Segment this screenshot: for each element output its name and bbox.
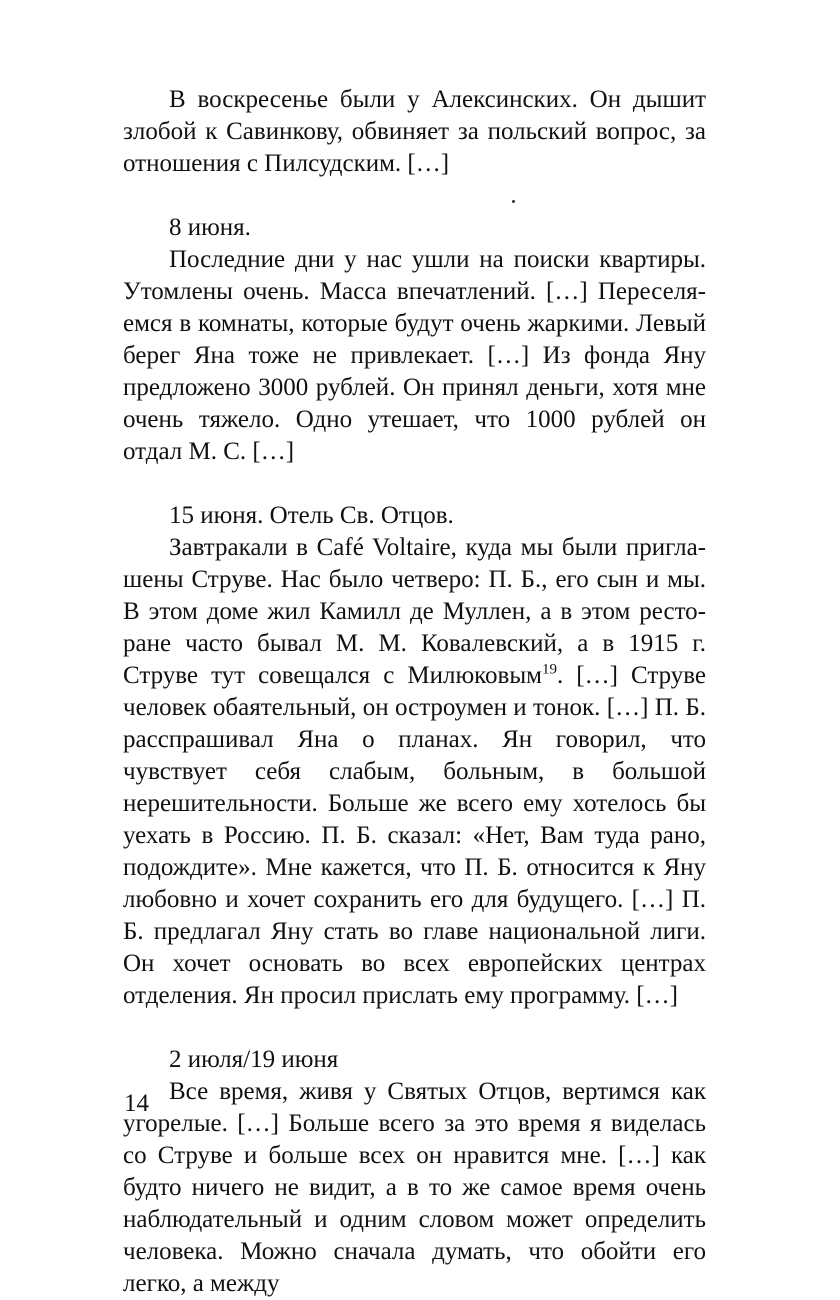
paragraph-text: Завтракали в Café Voltaire, куда мы были приглашены Струве. Нас было четверо: П. Б., его сын и мы. В этом доме жил Камилл де Муллен, а в этом ресторане часто бывал М. М. Ковалевский, а в 1915 г. Струве тут совещался с Милюковым xyxy=(123,534,706,689)
date-heading: 8 июня. xyxy=(169,214,251,241)
date-heading: 15 июня. Отель Св. Отцов. xyxy=(169,502,454,529)
entry-gap xyxy=(123,468,706,500)
entry-gap xyxy=(123,1012,706,1044)
paragraph: Все время, живя у Святых Отцов, вертимся как угорелые. […] Больше всего за это время я виделась со Струве и больше всех он нравится мне. […] как будто ничего не видит, а в то же самое время очень наблюдательный и одним словом может определить человека. Можно сначала думать, что обойти его легко, а между xyxy=(123,1078,706,1297)
paragraph-text: . […] Струве человек обаятельный, он остроумен и тонок. […] П. Б. расспрашивал Яна о планах. Ян говорил, что чувствует себя слабым, больным, в большой нерешительности. Больше же всего ему хотелось бы уехать в Россию. П. Б. сказал: «Нет, Вам туда рано, подождите». Мне кажется, что П. Б. относится к Яну любовно и хочет сохранить его для будущего. […] П. Б. предлагал Яну стать во главе национальной лиги. Он хочет основать во всех европейских центрах отделения. Ян просил прислать ему программу. […] xyxy=(123,662,706,1009)
footnote-marker: 19 xyxy=(541,661,557,678)
paragraph: В воскресенье были у Алексинских. Он дышит злобой к Савинкову, обвиняет за польский вопрос, за отношения с Пилсудским. […] xyxy=(123,86,706,177)
entry-sunday xyxy=(123,84,706,180)
entry-june-15 xyxy=(123,500,706,1012)
paragraph xyxy=(123,532,706,1012)
paragraph: Последние дни у нас ушли на поиски квартиры. Утомлены очень. Масса впечатлений. […] Переселяемся в комнаты, которые будут очень жаркими. Левый берег Яна тоже не привлекает. […] Из фонда Яну предложено 3000 рублей. Он принял деньги, хотя мне очень тяжело. Одно утешает, что 1000 рублей он отдал М. С. […] xyxy=(123,246,706,465)
text-column xyxy=(123,84,706,1300)
entry-july-2 xyxy=(123,1044,706,1300)
entry-june-8 xyxy=(123,212,706,468)
entry-gap xyxy=(123,180,706,212)
date-heading: 2 июля/19 июня xyxy=(169,1046,339,1073)
page-number: 14 xyxy=(124,1090,149,1117)
